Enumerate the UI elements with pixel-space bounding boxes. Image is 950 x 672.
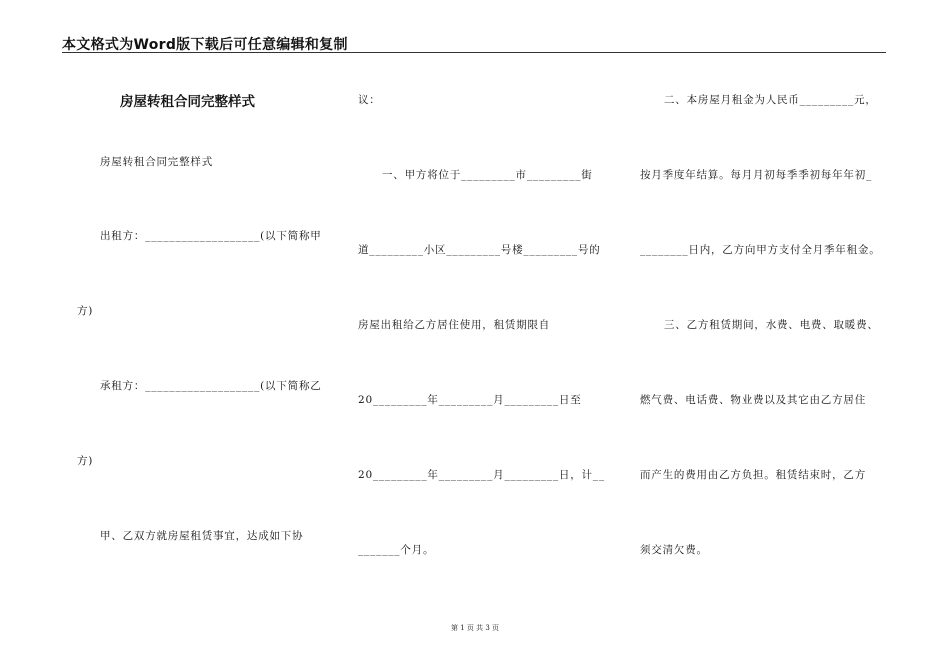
col3-line-2: 按月季度年结算。每月月初每季季初每年年初_ [640, 169, 873, 181]
col1-line-3: 方) [77, 305, 94, 317]
col2-line-2: 一、甲方将位于_________市_________街 [382, 169, 593, 181]
col3-line-6: 而产生的费用由乙方负担。租赁结束时，乙方 [640, 469, 866, 481]
col3-line-5: 燃气费、电话费、物业费以及其它由乙方居住 [640, 394, 866, 406]
document-title: 房屋转租合同完整样式 [120, 94, 255, 110]
col1-line-6: 甲、乙双方就房屋租赁事宜，达成如下协 [100, 530, 304, 542]
col2-line-3: 道_________小区_________号楼_________号的 [358, 244, 601, 256]
col3-line-4: 三、乙方租赁期间，水费、电费、取暖费、 [664, 319, 879, 331]
col1-line-2: 出租方：___________________(以下简称甲 [100, 230, 322, 242]
col2-line-1: 议： [358, 94, 381, 106]
col1-line-5: 方) [77, 455, 94, 467]
col2-line-7: _______个月。 [358, 544, 435, 556]
col3-line-7: 须交清欠费。 [640, 544, 708, 556]
col1-line-1: 房屋转租合同完整样式 [100, 156, 213, 168]
col3-line-3: ________日内，乙方向甲方支付全月季年租金。 [640, 244, 881, 256]
col2-line-5: 20_________年_________月_________日至 [358, 394, 582, 406]
col3-line-1: 二、本房屋月租金为人民币_________元， [664, 94, 877, 106]
col2-line-6: 20_________年_________月_________日，计__ [358, 469, 605, 481]
col1-line-4: 承租方：___________________(以下简称乙 [100, 380, 322, 392]
page-header [62, 34, 886, 53]
col2-line-4: 房屋出租给乙方居住使用，租赁期限自 [358, 319, 551, 331]
page-number: 第 1 页 共 3 页 [450, 624, 500, 632]
header-title: 本文格式为Word版下载后可任意编辑和复制 [62, 37, 348, 53]
